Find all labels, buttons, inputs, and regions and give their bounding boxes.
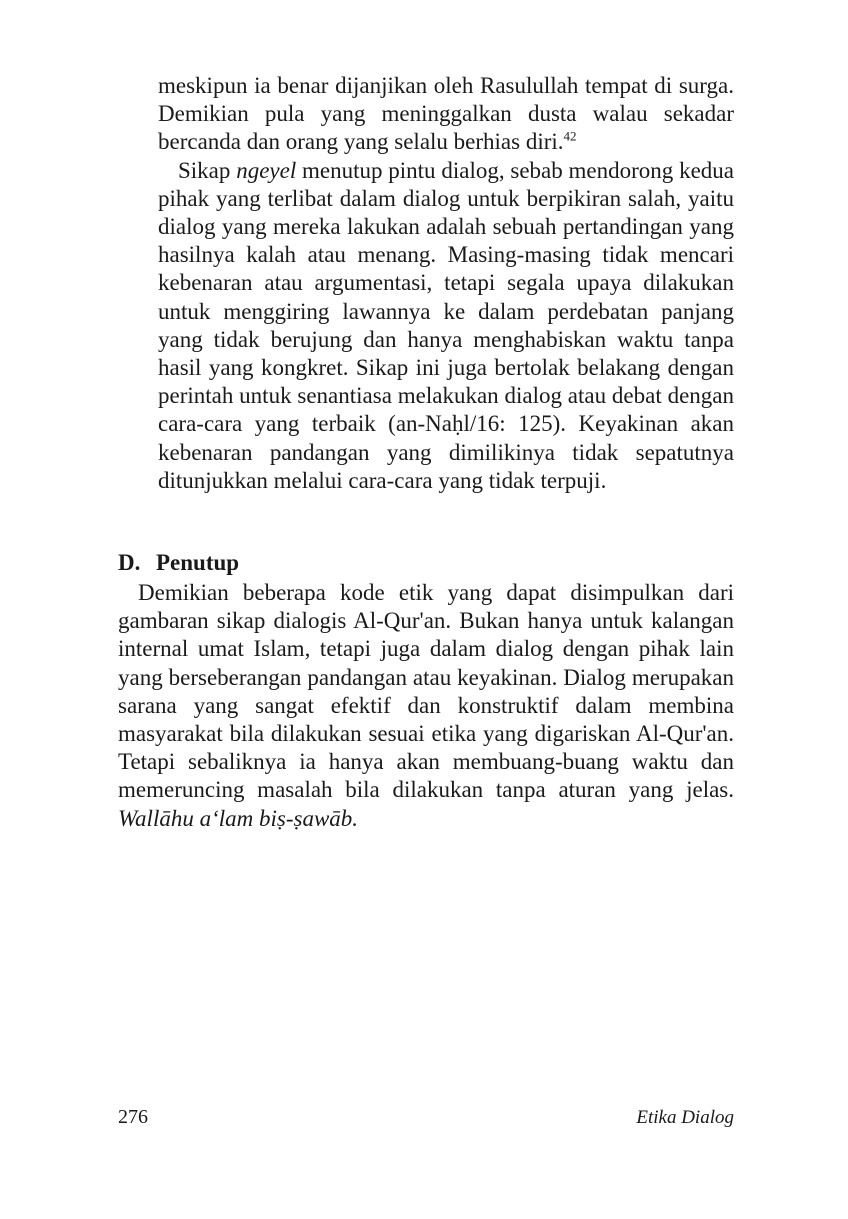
quoted-passage — [158, 72, 734, 495]
section-body — [118, 579, 734, 833]
quote-paragraph-1 — [158, 72, 734, 157]
quote-paragraph-2 — [158, 157, 734, 495]
page-number: 276 — [118, 1106, 148, 1128]
quote-paragraph-2-text: menutup pintu dialog, sebab mendorong kedua pihak yang terlibat dalam dialog untuk berpikiran salah, yaitu dialog yang mereka lakukan adalah sebuah pertandingan yang hasilnya kalah atau menang. Masing-masing tidak mencari kebenaran atau argumentasi, tetapi segala upaya dilakukan untuk menggiring lawannya ke dalam perdebatan panjang yang tidak berujung dan hanya menghabiskan waktu tanpa hasil yang kongkret. Sikap ini juga bertolak belakang dengan perintah untuk senantiasa melakukan dialog atau debat dengan cara-cara yang terbaik (an-Naḥl/16: 125). Keyakinan akan kebenaran pandangan yang dimilikinya tidak sepatutnya ditunjukkan melalui cara-cara yang tidak terpuji. — [158, 157, 734, 493]
section-heading — [118, 549, 239, 577]
running-title: Etika Dialog — [636, 1107, 734, 1128]
section-paragraph — [118, 579, 734, 833]
section-title: Penutup — [156, 550, 240, 575]
quote-paragraph-2-lead: Sikap — [178, 157, 237, 183]
italic-term: ngeyel — [236, 157, 297, 183]
closing-phrase: Wallāhu a‘lam biṣ-ṣawāb. — [118, 805, 359, 831]
footnote-marker: 42 — [563, 128, 577, 144]
quote-paragraph-1-text: meskipun ia benar dijanjikan oleh Rasulullah tempat di surga. Demikian pula yang meninggalkan dusta walau sekadar bercanda dan orang yang selalu berhias diri. — [158, 73, 734, 155]
section-letter: D. — [118, 550, 141, 575]
section-paragraph-text: Demikian beberapa kode etik yang dapat disimpulkan dari gambaran sikap dialogis Al-Qur'an. Bukan hanya untuk kalangan internal umat Islam, tetapi juga dalam dialog dengan pihak lain yang berseberangan pandangan atau keyakinan. Dialog merupakan sarana yang sangat efektif dan konstruktif dalam membina masyarakat bila dilakukan sesuai etika yang digariskan Al-Qur'an. Tetapi sebaliknya ia hanya akan membuang-buang waktu dan memeruncing masalah bila dilakukan tanpa aturan yang jelas. — [118, 580, 734, 803]
